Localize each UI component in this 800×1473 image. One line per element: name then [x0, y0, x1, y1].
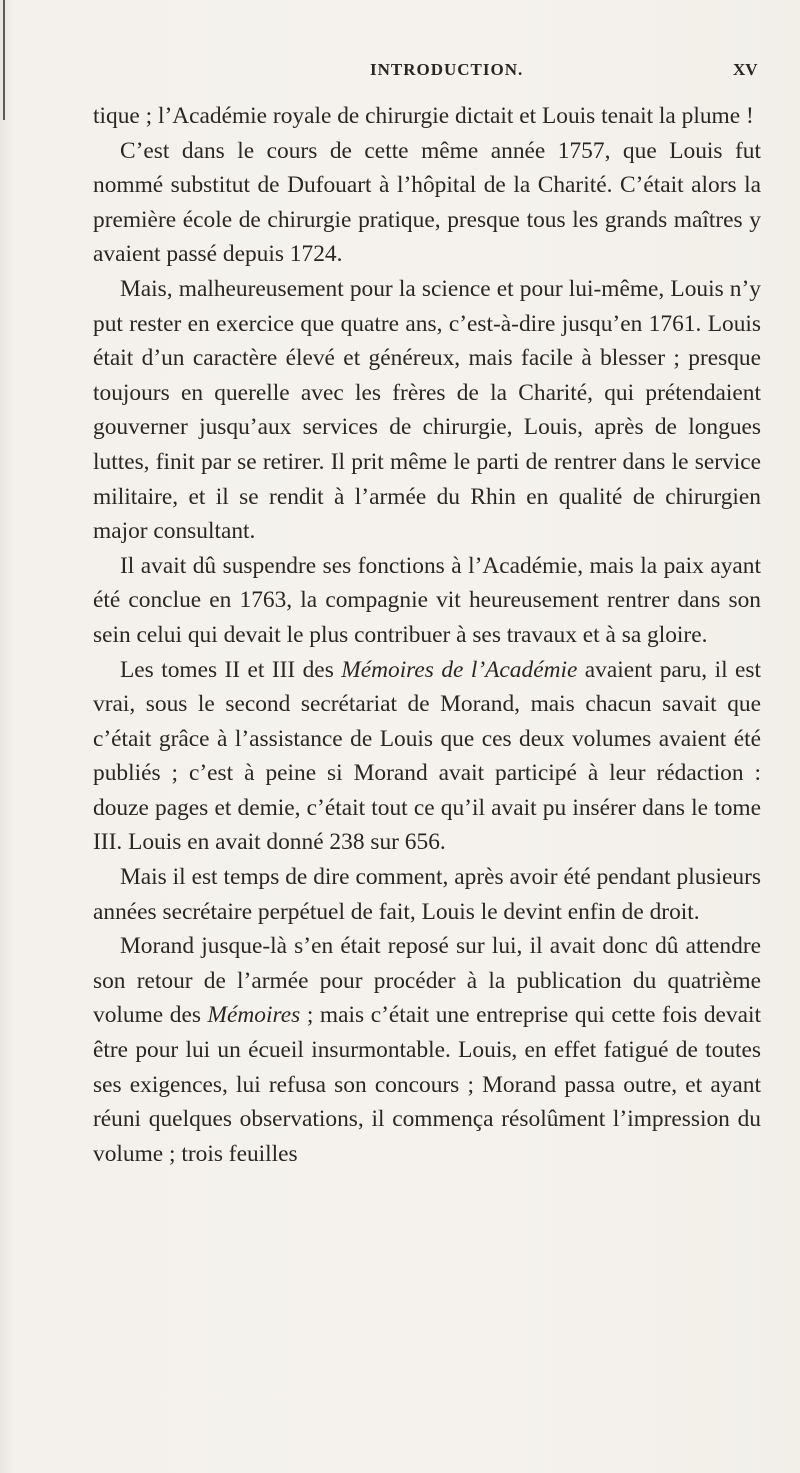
paragraph-text: ; mais c’était une entreprise qui cette fois devait être pour lui un écueil insurmontable. Louis, en effet fatigué de toutes ses exigences, lui refusa son concours ; Morand passa outre, et ayant réuni quelques observations, il commença résolûment l’impression du volume ; trois feuilles	[93, 1002, 761, 1167]
page-number: XV	[733, 60, 758, 79]
page-header	[0, 60, 800, 84]
body-text	[93, 99, 761, 1171]
work-title: Mémoires de l’Académie	[341, 656, 578, 683]
work-title: Mémoires	[207, 1002, 301, 1029]
paragraph-text: Les tomes II et III des	[120, 656, 342, 683]
paragraph	[93, 653, 761, 861]
paragraph: Mais, malheureusement pour la science et pour lui-même, Louis n’y put rester en exercice que quatre ans, c’est-à-dire jusqu’en 1761. Louis était d’un caractère élevé et généreux, mais facile à blesser ; presque toujours en querelle avec les frères de la Charité, qui prétendaient gouverner jusqu’aux services de chirurgie, Louis, après de longues luttes, finit par se retirer. Il prit même le parti de rentrer dans le service militaire, et il se rendit à l’armée du Rhin en qualité de chirurgien major consultant.	[93, 275, 761, 545]
paragraph-text: avaient paru, il est vrai, sous le second secrétariat de Morand, mais chacun savait que c’était grâce à l’assistance de Louis que ces deux volumes avaient été publiés ; c’est à peine si Morand avait participé à leur rédaction : douze pages et demie, c’était tout ce qu’il avait pu insérer dans le tome III. Louis en avait donné 238 sur 656.	[93, 656, 761, 856]
paragraph-continued: tique ; l’Académie royale de chirurgie dictait et Louis tenait la plume !	[93, 103, 754, 129]
paragraph	[93, 929, 761, 1171]
paragraph-text: Morand jusque-là s’en était reposé sur lui, il avait donc dû attendre son retour de l’armée pour procéder à la publication du quatrième volume des	[93, 933, 761, 1029]
paragraph: C’est dans le cours de cette même année 1757, que Louis fut nommé substitut de Dufouart à l’hôpital de la Charité. C’était alors la première école de chirurgie pratique, presque tous les grands maîtres y avaient passé depuis 1724.	[93, 137, 761, 268]
running-head: INTRODUCTION.	[370, 60, 524, 79]
paragraph: Mais il est temps de dire comment, après avoir été pendant plusieurs années secrétaire perpétuel de fait, Louis le devint enfin de droit.	[93, 864, 761, 925]
paragraph: Il avait dû suspendre ses fonctions à l’Académie, mais la paix ayant été conclue en 1763, la compagnie vit heureusement rentrer dans son sein celui qui devait le plus contribuer à ses travaux et à sa gloire.	[93, 552, 761, 648]
